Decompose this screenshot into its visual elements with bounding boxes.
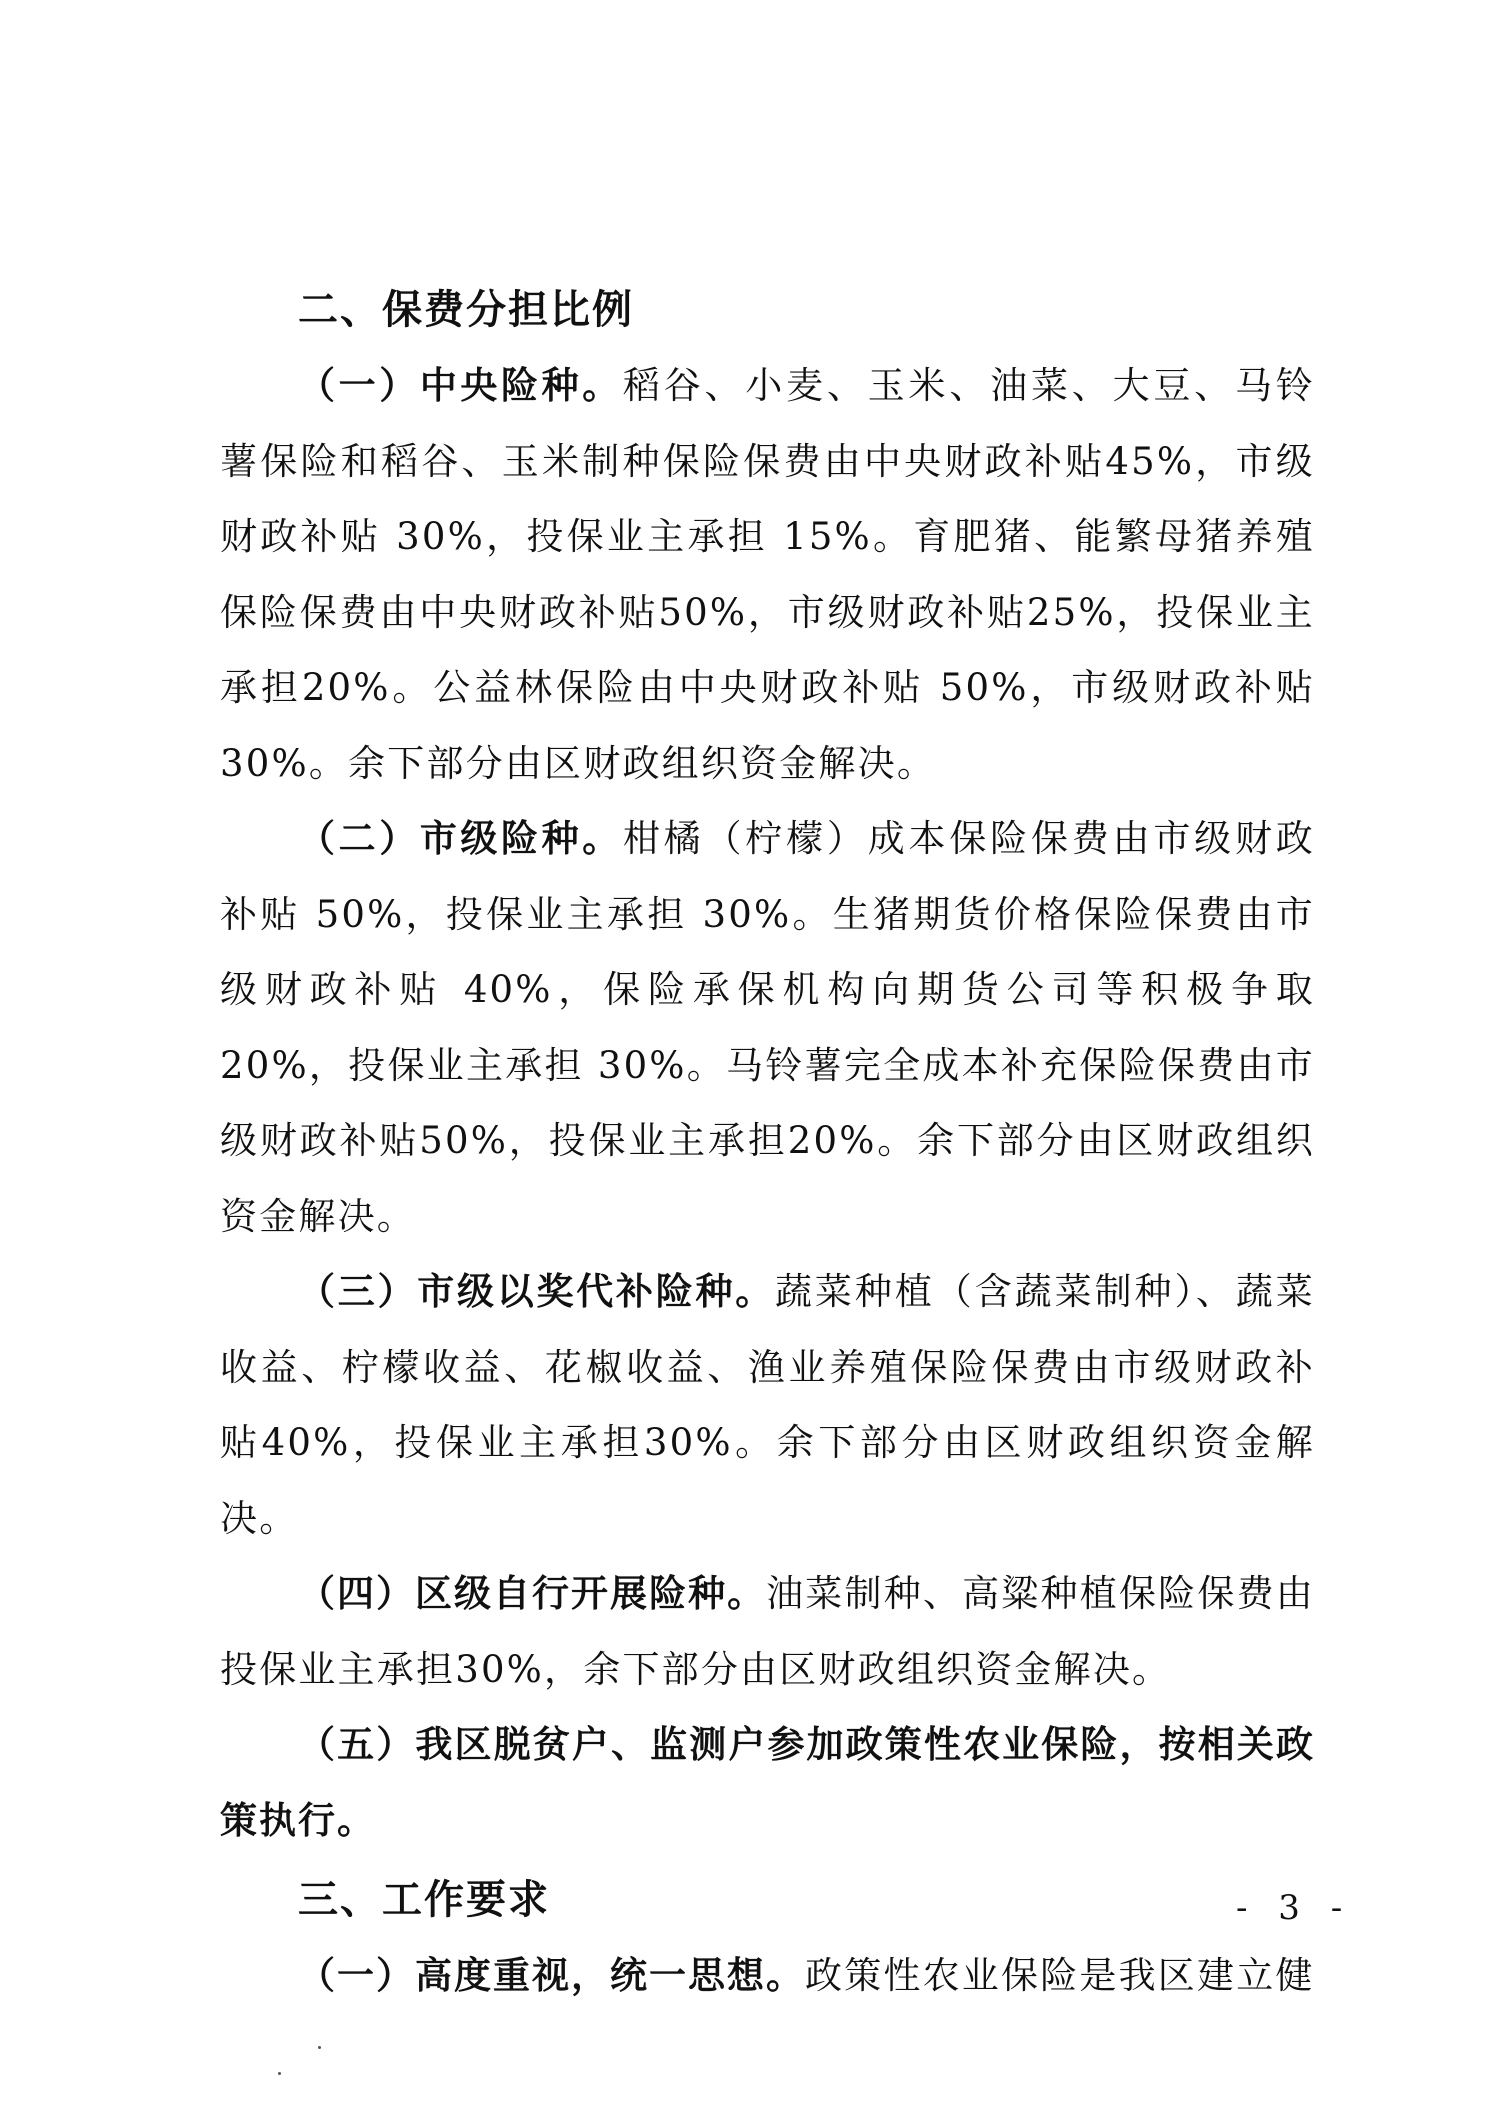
paragraph-high-attention [220, 1938, 1315, 2014]
scan-speck [278, 2072, 281, 2075]
paragraph-body: 蔬菜种植（含蔬菜制种）、蔬菜收益、柠檬收益、花椒收益、渔业养殖保险保费由市级财政补贴40%，投保业主承担30%。余下部分由区财政组织资金解决。 [220, 1270, 1316, 1540]
paragraph-body: 油菜制种、高粱种植保险保费由投保业主承担30%，余下部分由区财政组织资金解决。 [220, 1572, 1315, 1691]
paragraph-lead: （一）高度重视，统一思想。 [298, 1954, 805, 1997]
page-number: - 3 - [1236, 1888, 1353, 1928]
paragraph-body: 柑橘（柠檬）成本保险保费由市级财政补贴 50%，投保业主承担 30%。生猪期货价格保险保费由市级财政补贴 40%，保险承保机构向期货公司等积极争取 20%，投保业主承担 30%。马铃薯完全成本补充保险保费由市级财政补贴50%，投保业主承担20%。余下部分由区财政组织资金解决。 [220, 817, 1316, 1238]
paragraph-central-insurance [220, 348, 1315, 801]
paragraph-reward-insurance [220, 1254, 1315, 1556]
document-body [220, 272, 1315, 2014]
paragraph-lead: （一）中央险种。 [298, 364, 623, 407]
paragraph-lead: （二）市级险种。 [298, 817, 623, 860]
scan-speck [318, 2046, 321, 2049]
paragraph-district-insurance [220, 1556, 1315, 1707]
paragraph-body: 政策性农业保险是我区建立健 [805, 1954, 1315, 1997]
paragraph-municipal-insurance [220, 801, 1315, 1254]
paragraph-body: 稻谷、小麦、玉米、油菜、大豆、马铃薯保险和稻谷、玉米制种保险保费由中央财政补贴45%，市级财政补贴 30%，投保业主承担 15%。育肥猪、能繁母猪养殖保险保费由中央财政补贴50%，市级财政补贴25%，投保业主承担20%。公益林保险由中央财政补贴 50%，市级财政补贴 30%。余下部分由区财政组织资金解决。 [220, 364, 1316, 785]
paragraph-poverty-households [220, 1707, 1315, 1858]
paragraph-lead: （三）市级以奖代补险种。 [298, 1270, 775, 1313]
paragraph-lead: （四）区级自行开展险种。 [298, 1572, 767, 1615]
paragraph-lead: （五）我区脱贫户、监测户参加政策性农业保险，按相关政策执行。 [220, 1723, 1315, 1842]
section-heading-2: 二、保费分担比例 [298, 287, 634, 333]
section-heading-3: 三、工作要求 [298, 1877, 550, 1923]
